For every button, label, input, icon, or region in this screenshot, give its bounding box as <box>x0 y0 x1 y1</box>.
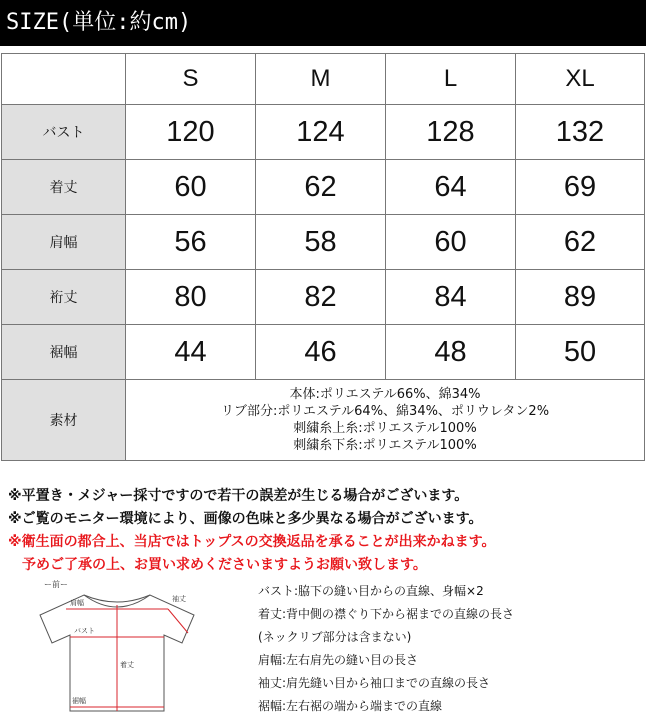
cell-value: 64 <box>386 160 516 215</box>
diagram-label-sleeve: 袖丈 <box>172 595 186 603</box>
table-row <box>2 105 645 160</box>
definition-line: バスト:脇下の縫い目からの直線、身幅×2 <box>258 584 484 598</box>
cell-value: 48 <box>386 325 516 380</box>
material-line: リブ部分:ポリエステル64%、綿34%、ポリウレタン2% <box>220 404 550 419</box>
cell-value: 89 <box>516 270 645 325</box>
definition-line: 裾幅:左右裾の端から端までの直線 <box>258 699 443 713</box>
measurement-definitions <box>258 580 643 718</box>
material-label: 素材 <box>2 380 126 461</box>
note-line: ※ご覧のモニター環境により、画像の色味と多少異なる場合がございます。 <box>8 511 483 527</box>
diagram-label-bust: バスト <box>74 627 95 635</box>
cell-value: 69 <box>516 160 645 215</box>
cell-value: 44 <box>126 325 256 380</box>
cell-value: 82 <box>256 270 386 325</box>
material-line: 本体:ポリエステル66%、綿34% <box>289 387 481 402</box>
cell-value: 120 <box>126 105 256 160</box>
diagram-caption: ー前ー <box>44 580 68 589</box>
row-label: 着丈 <box>2 160 126 215</box>
cell-value: 124 <box>256 105 386 160</box>
note-line: ※平置き・メジャー採寸ですので若干の誤差が生じる場合がございます。 <box>8 488 469 504</box>
material-row <box>2 380 645 461</box>
size-col-m: M <box>256 54 386 105</box>
table-row <box>2 270 645 325</box>
table-row <box>2 215 645 270</box>
cell-value: 80 <box>126 270 256 325</box>
material-cell <box>126 380 645 461</box>
definition-line: 袖丈:肩先縫い目から袖口までの直線の長さ <box>258 676 491 690</box>
definition-line: (ネックリブ部分は含まない) <box>258 630 412 644</box>
diagram-label-shoulder: 肩幅 <box>70 599 84 607</box>
cell-value: 60 <box>126 160 256 215</box>
header-title: SIZE(単位:約cm) <box>6 10 192 35</box>
size-col-xl: XL <box>516 54 645 105</box>
sleeve-measure-line <box>168 609 188 633</box>
table-row <box>2 325 645 380</box>
diagram-label-hem: 裾幅 <box>72 697 86 705</box>
cell-value: 58 <box>256 215 386 270</box>
table-corner <box>2 54 126 105</box>
size-col-s: S <box>126 54 256 105</box>
note-line-warning: ※衛生面の都合上、当店ではトップスの交換返品を承ることが出来かねます。 <box>8 534 496 550</box>
material-line: 刺繍糸上糸:ポリエステル100% <box>293 421 477 436</box>
cell-value: 62 <box>256 160 386 215</box>
cell-value: 62 <box>516 215 645 270</box>
cell-value: 56 <box>126 215 256 270</box>
cell-value: 46 <box>256 325 386 380</box>
size-table <box>1 53 645 461</box>
size-col-l: L <box>386 54 516 105</box>
row-label: バスト <box>2 105 126 160</box>
row-label: 裄丈 <box>2 270 126 325</box>
size-header <box>0 0 646 46</box>
definition-line: 肩幅:左右肩先の縫い目の長さ <box>258 653 419 667</box>
cell-value: 84 <box>386 270 516 325</box>
notes-block <box>8 485 643 577</box>
cell-value: 132 <box>516 105 645 160</box>
cell-value: 50 <box>516 325 645 380</box>
cell-value: 60 <box>386 215 516 270</box>
cell-value: 128 <box>386 105 516 160</box>
note-line-warning: 予めご了承の上、お買い求めくださいますようお願い致します。 <box>22 557 427 573</box>
table-row <box>2 160 645 215</box>
row-label: 裾幅 <box>2 325 126 380</box>
row-label: 肩幅 <box>2 215 126 270</box>
definition-line: 着丈:背中側の襟ぐり下から裾までの直線の長さ <box>258 607 515 621</box>
diagram-label-length: 着丈 <box>120 661 134 669</box>
material-line: 刺繍糸下糸:ポリエステル100% <box>293 438 477 453</box>
tshirt-diagram <box>22 575 212 715</box>
size-header-row <box>2 54 645 105</box>
